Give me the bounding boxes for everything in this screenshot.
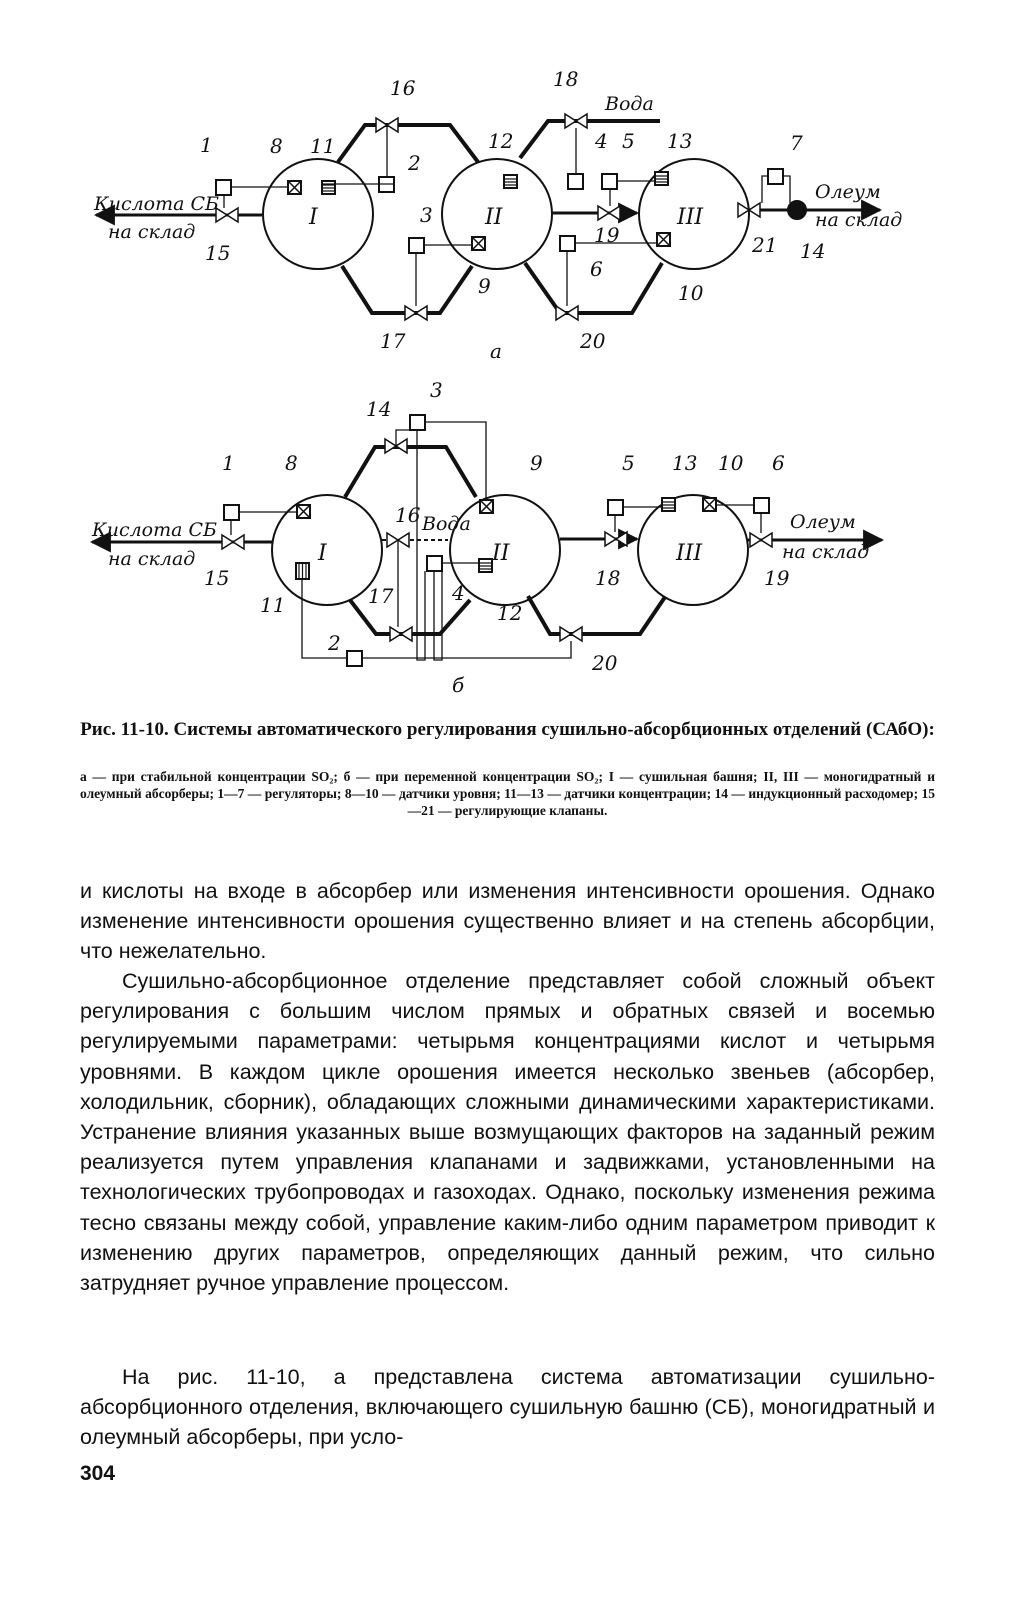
- num-b-13: 13: [672, 451, 698, 475]
- num-a-10: 10: [678, 281, 704, 305]
- label-a-acid-1: Кислота СБ: [94, 193, 220, 215]
- conc-sensor-11: [322, 181, 335, 194]
- level-sensor-10: [657, 233, 670, 246]
- label-a-I: I: [309, 205, 318, 230]
- conc-sensor-b-13: [662, 498, 675, 511]
- num-b-18: 18: [595, 566, 621, 590]
- label-b-sub: б: [452, 673, 465, 697]
- label-a-water: Вода: [605, 93, 654, 115]
- flowmeter-14: [788, 201, 806, 219]
- num-a-18: 18: [553, 67, 579, 91]
- num-b-1: 1: [222, 451, 235, 475]
- level-sensor-b-8: [297, 505, 310, 518]
- regulator-b-1: [224, 505, 239, 520]
- label-b-I: I: [318, 541, 327, 566]
- figure-caption-title: Рис. 11-10. Системы автоматического регулирования сушильно-абсорбционных отделений (САбО):: [80, 719, 935, 740]
- num-a-8: 8: [270, 134, 283, 158]
- num-b-2: 2: [328, 631, 341, 655]
- num-a-9: 9: [478, 274, 491, 298]
- valve-15: [216, 208, 238, 222]
- label-a-oleum-1: Олеум: [815, 181, 881, 203]
- num-b-9: 9: [530, 451, 543, 475]
- num-a-13: 13: [667, 129, 693, 153]
- num-b-8: 8: [285, 451, 298, 475]
- label-a-sub: а: [490, 339, 502, 363]
- num-b-4: 4: [452, 581, 465, 605]
- label-b-II: II: [492, 541, 510, 566]
- regulator-b-5: [608, 500, 623, 515]
- pipe-b-top: [345, 447, 476, 497]
- label-b-III: III: [676, 541, 703, 566]
- valve-18: [565, 114, 587, 128]
- label-a-II: II: [485, 205, 503, 230]
- level-sensor-b-10: [703, 498, 716, 511]
- label-a-III: III: [677, 205, 704, 230]
- conc-sensor-b-12: [479, 559, 492, 572]
- label-b-water: Вода: [422, 513, 471, 535]
- valve-b-18: [605, 532, 627, 546]
- num-a-4: 4: [595, 129, 608, 153]
- regulator-b-6: [754, 498, 769, 513]
- drying-tower-I: [263, 159, 373, 269]
- valve-b-19: [750, 533, 772, 547]
- num-a-11: 11: [310, 134, 336, 158]
- num-b-20: 20: [592, 651, 618, 675]
- regulator-b-3: [410, 415, 425, 430]
- conc-sensor-b-11: [296, 563, 309, 579]
- num-a-12: 12: [488, 129, 514, 153]
- num-a-1: 1: [200, 133, 213, 157]
- paragraph-1: и кислоты на входе в абсорбер или изменения интенсивности орошения. Однако изменение интенсивности орошения существенно влияет и на степень абсорбции, что нежелательно.: [80, 879, 935, 964]
- num-b-11: 11: [260, 593, 286, 617]
- num-a-15: 15: [205, 241, 231, 265]
- num-a-16: 16: [390, 76, 416, 100]
- regulator-7: [768, 169, 783, 184]
- num-b-12: 12: [497, 601, 523, 625]
- pipe-water: [520, 121, 660, 158]
- level-sensor-8: [288, 181, 301, 194]
- regulator-3: [409, 238, 424, 253]
- num-a-21: 21: [752, 233, 778, 257]
- num-b-15: 15: [204, 566, 230, 590]
- label-a-oleum-2: на склад: [815, 209, 903, 231]
- label-b-oleum-1: Олеум: [790, 511, 856, 533]
- num-a-17: 17: [380, 329, 406, 353]
- valve-20: [556, 306, 578, 320]
- label-a-acid-2: на склад: [108, 221, 196, 243]
- valve-b-20: [560, 627, 582, 641]
- regulator-6: [560, 236, 575, 251]
- regulator-b-4: [427, 556, 442, 571]
- paragraph-3: На рис. 11-10, а представлена система автоматизации сушильно-абсорбционного отделения, включающего сушильную башню (СБ), моногидратный и олеумный абсорберы, при усло-: [80, 1365, 935, 1450]
- page-number: 304: [80, 1462, 116, 1485]
- valve-17: [405, 306, 427, 320]
- num-a-20: 20: [580, 329, 606, 353]
- num-b-3: 3: [430, 378, 443, 402]
- num-a-6: 6: [590, 257, 603, 281]
- figure-caption-legend: а — при стабильной концентрации SO₂; б — при переменной концентрации SO₂; I — сушильная башня; II, III — моногидратный и олеумный абсорберы; 1—7 — регуляторы; 8—10 — датчики уровня; 11—13 — датчики концентрации; 14 — индукционный расходомер; 15—21 — регулирующие клапаны.: [80, 769, 935, 818]
- valve-19: [598, 206, 620, 220]
- num-a-14: 14: [800, 239, 826, 263]
- conc-sensor-13: [655, 172, 668, 185]
- conc-sensor-12: [504, 175, 517, 188]
- num-a-5: 5: [622, 129, 635, 153]
- regulator-4: [568, 174, 583, 189]
- num-b-16: 16: [395, 503, 421, 527]
- num-b-14: 14: [366, 397, 392, 421]
- level-sensor-9: [472, 237, 485, 250]
- num-b-5: 5: [622, 451, 635, 475]
- num-b-19: 19: [764, 566, 790, 590]
- label-b-acid-2: на склад: [108, 548, 196, 570]
- label-b-oleum-2: на склад: [782, 541, 870, 563]
- pipe-b-bottom-II-III: [528, 596, 665, 634]
- num-a-2: 2: [408, 151, 421, 175]
- regulator-b-2: [347, 651, 362, 666]
- num-a-19: 19: [594, 223, 620, 247]
- paragraph-2: Сушильно-абсорбционное отделение представляет собой сложный объект регулирования с большим числом прямых и обратных связей и восемью регулируемыми параметрами: четырьмя концентрациями кислот и четырьмя уровнями. В каждом цикле орошения имеется несколько звеньев (абсорбер, холодильник, сборник), обладающих сложными динамическими характеристиками. Устранение влияния указанных выше возмущающих факторов на заданный режим реализуется путем управления клапанами и задвижками, установленными на технологических трубопроводах и газоходах. Однако, поскольку изменения режима тесно связаны между собой, управление каким-либо одним параметром приводит к изменению других параметров, определяющих данный режим, что сильно затрудняет ручное управление процессом.: [80, 969, 935, 1296]
- num-b-6: 6: [772, 451, 785, 475]
- num-a-7: 7: [790, 131, 803, 155]
- level-sensor-b-9: [480, 500, 493, 513]
- valve-b-17: [390, 627, 412, 641]
- num-a-3: 3: [420, 203, 433, 227]
- figure-diagrams: [0, 0, 1013, 700]
- label-b-acid-1: Кислота СБ: [92, 519, 218, 541]
- valve-b-15: [222, 535, 244, 549]
- num-b-17: 17: [368, 584, 394, 608]
- regulator-5: [602, 174, 617, 189]
- pipe-bottom-I-II: [342, 266, 472, 313]
- num-b-10: 10: [718, 451, 744, 475]
